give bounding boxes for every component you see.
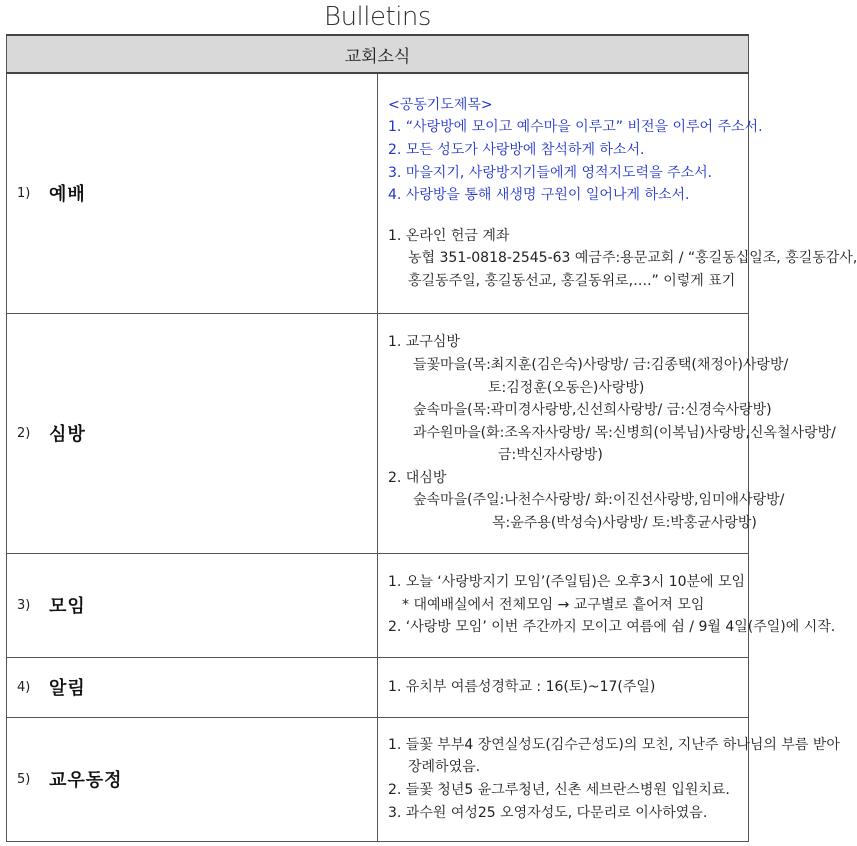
content-line: 토:김정훈(오동은)사랑방) xyxy=(488,379,645,396)
section-content xyxy=(378,553,836,657)
prayer-item: 4. 사랑방을 통해 새생명 구원이 일어나게 하소서. xyxy=(388,187,690,204)
section-visitation xyxy=(7,313,749,553)
section-label xyxy=(7,73,378,313)
section-name: 모임 xyxy=(49,596,86,617)
section-label xyxy=(7,313,378,553)
section-number: 2) xyxy=(17,425,31,441)
prayer-item: 2. 모든 성도가 사랑방에 참석하게 하소서. xyxy=(388,142,645,159)
section-name: 알림 xyxy=(49,678,86,699)
page-title: Bulletins xyxy=(324,2,431,32)
section-name: 심방 xyxy=(49,424,86,445)
section-number: 5) xyxy=(17,771,31,787)
section-label xyxy=(7,717,378,841)
content-line: 목:윤주용(박성숙)사랑방/ 토:박홍균사랑방) xyxy=(492,515,757,532)
content-line: 1. 유치부 여름성경학교 : 16(토)~17(주일) xyxy=(388,678,656,695)
section-number: 3) xyxy=(17,597,31,613)
table-header-row xyxy=(7,35,749,73)
section-label xyxy=(7,657,378,717)
content-line: 숲속마을(주일:나천수사랑방/ 화:이진선사랑방,임미애사랑방/ xyxy=(413,492,785,509)
content-line: 1. 교구심방 xyxy=(388,334,460,351)
content-line: 1. 오늘 ‘사랑방지기 모임’(주일팀)은 오후3시 10분에 모임 xyxy=(388,574,746,591)
prayer-title: <공동기도제목> xyxy=(388,96,493,113)
section-worship xyxy=(7,73,749,313)
section-name: 예배 xyxy=(49,184,86,206)
content-line: 금:박신자사랑방) xyxy=(498,447,603,464)
content-line: * 대예배실에서 전체모임 → 교구별로 흩어져 모임 xyxy=(402,596,705,613)
content-line: 들꽃마을(목:최지훈(김은숙)사랑방/ 금:김종택(채정아)사랑방/ xyxy=(413,356,789,373)
content-line: 농협 351-0818-2545-63 예금주:용문교회 / “홍길동십일조, 홍길동감사, xyxy=(408,250,857,267)
content-line: 홍길동주일, 홍길동선교, 홍길동위로,….” 이렇게 표기 xyxy=(408,273,736,290)
section-number: 1) xyxy=(17,185,31,201)
section-name: 교우동정 xyxy=(49,770,123,791)
section-content xyxy=(378,73,857,313)
content-line: 2. 대심방 xyxy=(388,469,447,486)
content-line: 3. 과수원 여성25 오영자성도, 다문리로 이사하였음. xyxy=(388,804,708,821)
section-label xyxy=(7,553,378,657)
section-member-news xyxy=(7,717,749,841)
content-line: 1. 온라인 헌금 계좌 xyxy=(388,227,510,244)
section-content xyxy=(378,657,749,717)
bulletin-table xyxy=(6,34,857,842)
content-line: 장례하였음. xyxy=(408,759,481,776)
section-content xyxy=(378,717,840,841)
content-line: 1. 들꽃 부부4 장연실성도(김수근성도)의 모친, 지난주 하나님의 부름 받아 xyxy=(388,736,840,753)
content-line: 과수원마을(화:조옥자사랑방/ 목:신병희(이복님)사랑방,신옥철사랑방/ xyxy=(413,424,836,441)
section-number: 4) xyxy=(17,679,31,695)
content-line: 숲속마을(목:곽미경사랑방,신선희사랑방/ 금:신경숙사랑방) xyxy=(413,402,772,419)
content-line: 2. 들꽃 청년5 윤그루청년, 신촌 세브란스병원 입원치료. xyxy=(388,782,730,798)
section-notice xyxy=(7,657,749,717)
section-content xyxy=(378,313,836,553)
prayer-item: 3. 마을지기, 사랑방지기들에게 영적지도력을 주소서. xyxy=(388,164,713,181)
content-line: 2. ‘사랑방 모임’ 이번 주간까지 모이고 여름에 쉼 / 9월 4일(주일)에 시작. xyxy=(388,619,836,636)
prayer-item: 1. “사랑방에 모이고 예수마을 이루고” 비전을 이루어 주소서. xyxy=(388,119,763,136)
section-meeting xyxy=(7,553,749,657)
table-header: 교회소식 xyxy=(7,35,749,73)
